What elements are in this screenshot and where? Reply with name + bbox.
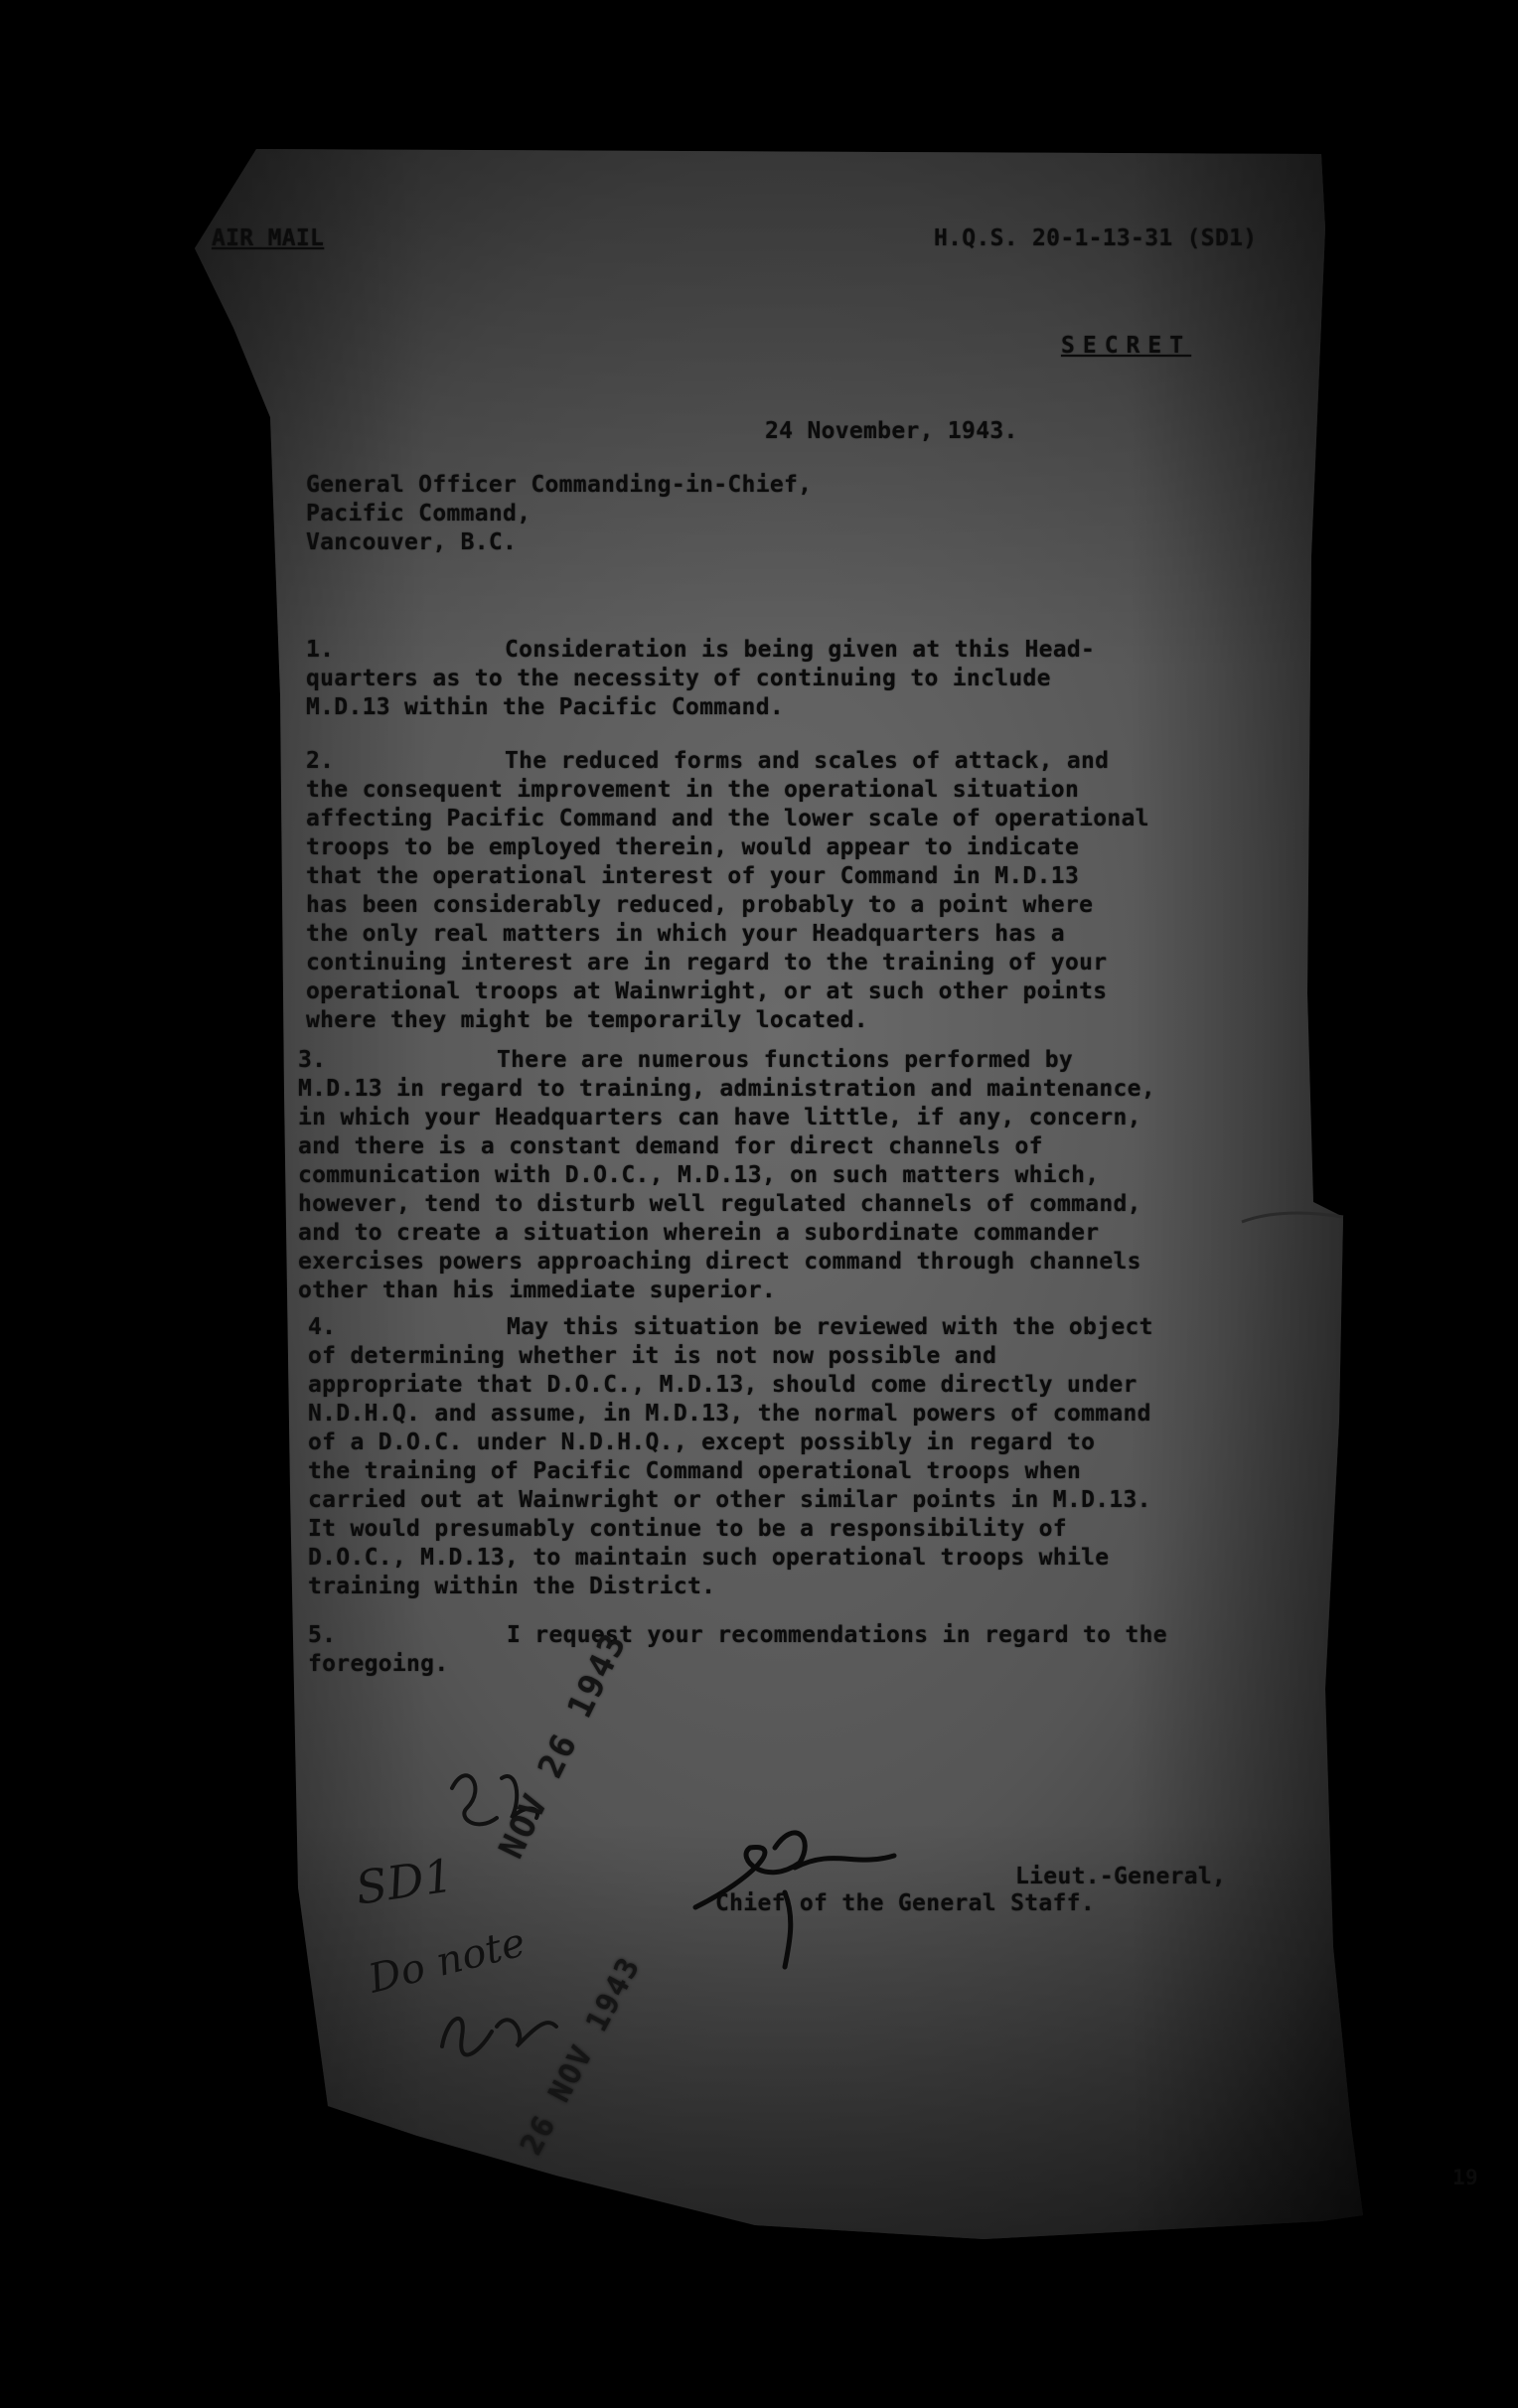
paragraph-line: It would presumably continue to be a responsibility of [308, 1516, 1067, 1542]
date-stamp: 26 NOV 1943 [514, 1950, 648, 2162]
paragraph-5 [308, 1621, 1311, 1679]
paragraph-number: 3. [298, 1047, 327, 1073]
paragraph-number: 2. [306, 748, 335, 774]
letter-date: 24 November, 1943. [765, 418, 1018, 444]
paragraph-line: other than his immediate superior. [298, 1278, 777, 1303]
paragraph-line: May this situation be reviewed with the object [507, 1314, 1153, 1340]
address-line: Vancouver, B.C. [306, 529, 518, 555]
paragraph-line: communication with D.O.C., M.D.13, on such matters which, [298, 1162, 1100, 1188]
address-line: General Officer Commanding-in-Chief, [306, 472, 813, 498]
received-stamp: NOV 26 1943 [491, 1626, 635, 1865]
paragraph-line: M.D.13 within the Pacific Command. [306, 694, 785, 720]
paragraph-line: however, tend to disturb well regulated channels of command, [298, 1191, 1141, 1217]
page-mark: 19 [1452, 2166, 1478, 2189]
handwritten-note: SD1 [352, 1848, 457, 1915]
paragraph-line: exercises powers approaching direct command through channels [298, 1249, 1141, 1275]
paragraph-line: appropriate that D.O.C., M.D.13, should come directly under [308, 1372, 1138, 1398]
file-reference: H.Q.S. 20-1-13-31 (SD1) [934, 226, 1258, 251]
paragraph-line: and to create a situation wherein a subordinate commander [298, 1220, 1100, 1246]
paragraph-line: the consequent improvement in the operational situation [306, 777, 1080, 803]
paragraph-3 [298, 1046, 1301, 1305]
paragraph-number: 4. [308, 1314, 337, 1340]
classification-marking: SECRET [1061, 333, 1192, 359]
paragraph-line: in which your Headquarters can have little, if any, concern, [298, 1105, 1141, 1130]
paragraph-line: the only real matters in which your Headquarters has a [306, 921, 1065, 947]
paragraph-4 [308, 1313, 1311, 1601]
handwritten-note: Do note [364, 1919, 531, 2003]
signature-title: Chief of the General Staff. [715, 1890, 1095, 1916]
paragraph-line: N.D.H.Q. and assume, in M.D.13, the normal powers of command [308, 1401, 1151, 1427]
paragraph-2 [306, 747, 1309, 1035]
mail-header: AIR MAIL [212, 226, 325, 251]
addressee-block [306, 471, 812, 557]
paragraph-line: carried out at Wainwright or other similar points in M.D.13. [308, 1487, 1151, 1513]
paragraph-line: of determining whether it is not now possible and [308, 1343, 997, 1369]
paragraph-line: affecting Pacific Command and the lower scale of operational [306, 806, 1149, 831]
paragraph-number: 5. [308, 1622, 337, 1648]
paragraph-line: and there is a constant demand for direct channels of [298, 1133, 1043, 1159]
paragraph-line: quarters as to the necessity of continuing to include [306, 666, 1051, 691]
paragraph-line: Consideration is being given at this Head- [505, 637, 1096, 663]
paragraph-1 [306, 636, 1309, 722]
paragraph-line: the training of Pacific Command operational troops when [308, 1458, 1082, 1484]
paragraph-line: where they might be temporarily located. [306, 1007, 868, 1033]
address-line: Pacific Command, [306, 501, 531, 527]
paragraph-line: foregoing. [308, 1651, 449, 1677]
paragraph-line: training within the District. [308, 1574, 716, 1599]
paragraph-line: D.O.C., M.D.13, to maintain such operational troops while [308, 1545, 1110, 1571]
paragraph-line: continuing interest are in regard to the training of your [306, 950, 1108, 976]
paragraph-line: that the operational interest of your Command in M.D.13 [306, 863, 1080, 889]
paragraph-line: There are numerous functions performed by [497, 1047, 1074, 1073]
paragraph-line: has been considerably reduced, probably to a point where [306, 892, 1094, 918]
paragraph-line: M.D.13 in regard to training, administration and maintenance, [298, 1076, 1155, 1102]
paragraph-line: of a D.O.C. under N.D.H.Q., except possibly in regard to [308, 1430, 1096, 1455]
paragraph-line: troops to be employed therein, would appear to indicate [306, 834, 1080, 860]
signature-rank: Lieut.-General, [1015, 1864, 1227, 1889]
paragraph-number: 1. [306, 637, 335, 663]
paragraph-line: I request your recommendations in regard to the [507, 1622, 1167, 1648]
paragraph-line: operational troops at Wainwright, or at such other points [306, 978, 1108, 1004]
paragraph-line: The reduced forms and scales of attack, and [505, 748, 1110, 774]
